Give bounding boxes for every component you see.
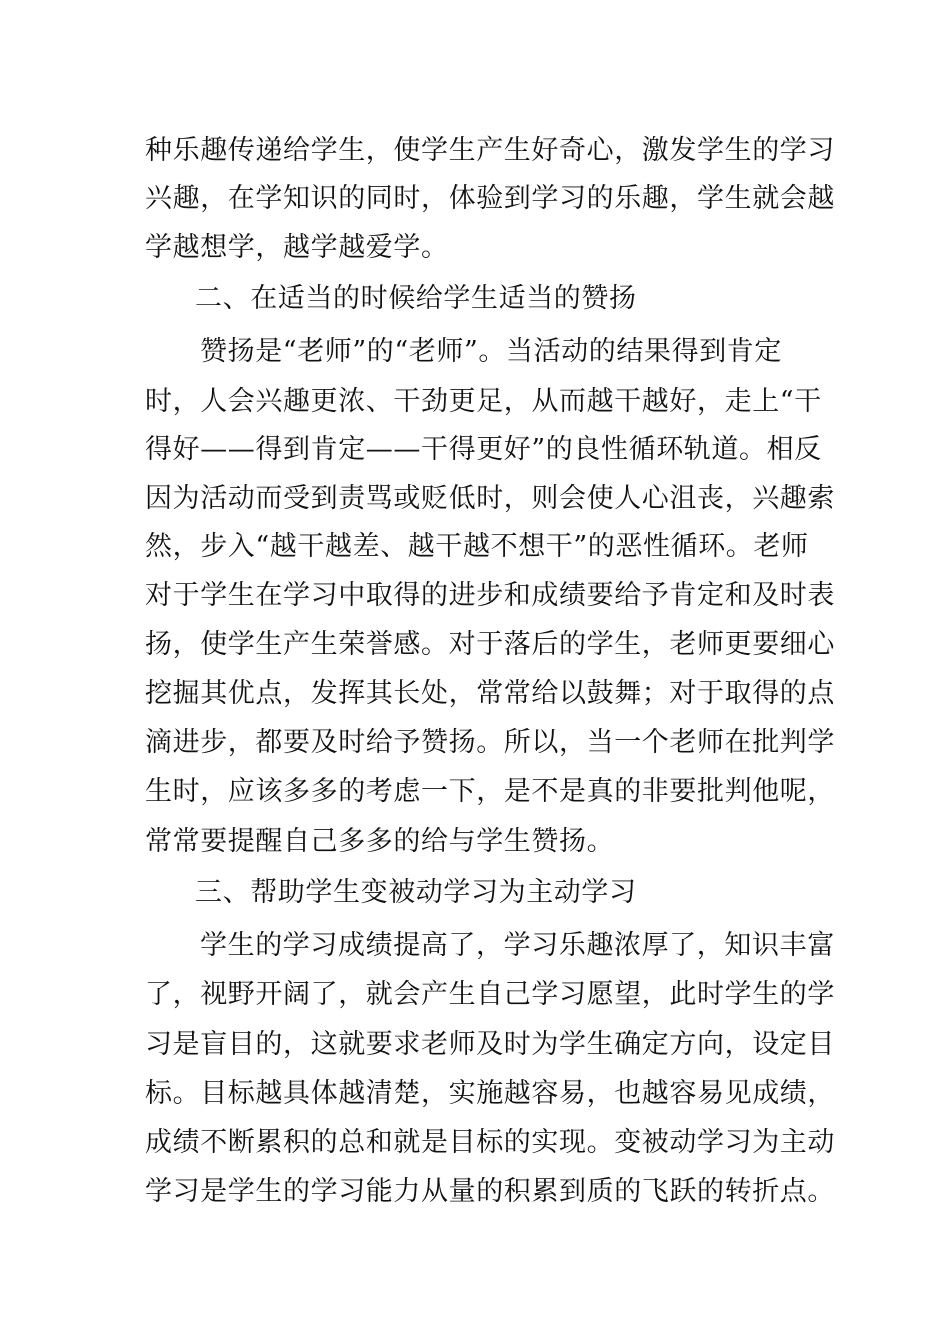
- text-line: 常常要提醒自己多多的给与学生赞扬。: [145, 826, 615, 857]
- text-line: 扬，使学生产生荣誉感。对于落后的学生，老师更要细心: [145, 629, 835, 660]
- text-line: 标。目标越具体越清楚，实施越容易，也越容易见成绩，: [145, 1078, 835, 1109]
- text-line: 滴进步，都要及时给予赞扬。所以，当一个老师在批判学: [145, 727, 835, 758]
- text-line: 学习是学生的学习能力从量的积累到质的飞跃的转折点。: [145, 1176, 835, 1207]
- text-line: 学生的学习成绩提高了，学习乐趣浓厚了，知识丰富: [200, 930, 835, 961]
- text-line: 然，步入“越干越差、越干越不想干”的恶性循环。老师: [145, 531, 809, 562]
- section-heading: 二、在适当的时候给学生适当的赞扬: [195, 283, 637, 314]
- text-line: 习是盲目的，这就要求老师及时为学生确定方向，设定目: [145, 1029, 835, 1060]
- text-line: 赞扬是“老师”的“老师”。当活动的结果得到肯定: [200, 336, 783, 367]
- text-line: 种乐趣传递给学生，使学生产生好奇心，激发学生的学习: [145, 135, 835, 166]
- text-line: 因为活动而受到责骂或贬低时，则会使人心沮丧，兴趣索: [145, 483, 835, 514]
- section-heading: 三、帮助学生变被动学习为主动学习: [195, 877, 637, 908]
- text-line: 生时，应该多多的考虑一下，是不是真的非要批判他呢，: [145, 776, 835, 807]
- text-line: 成绩不断累积的总和就是目标的实现。变被动学习为主动: [145, 1127, 835, 1158]
- text-line: 得好——得到肯定——干得更好”的良性循环轨道。相反: [145, 434, 822, 465]
- text-line: 时，人会兴趣更浓、干劲更足，从而越干越好，走上“干: [145, 386, 822, 417]
- text-line: 了，视野开阔了，就会产生自己学习愿望，此时学生的学: [145, 979, 835, 1010]
- text-line: 挖掘其优点，发挥其长处，常常给以鼓舞；对于取得的点: [145, 678, 835, 709]
- text-line: 学越想学，越学越爱学。: [145, 232, 449, 263]
- text-line: 兴趣，在学知识的同时，体验到学习的乐趣，学生就会越: [145, 183, 835, 214]
- text-line: 对于学生在学习中取得的进步和成绩要给予肯定和及时表: [145, 580, 835, 611]
